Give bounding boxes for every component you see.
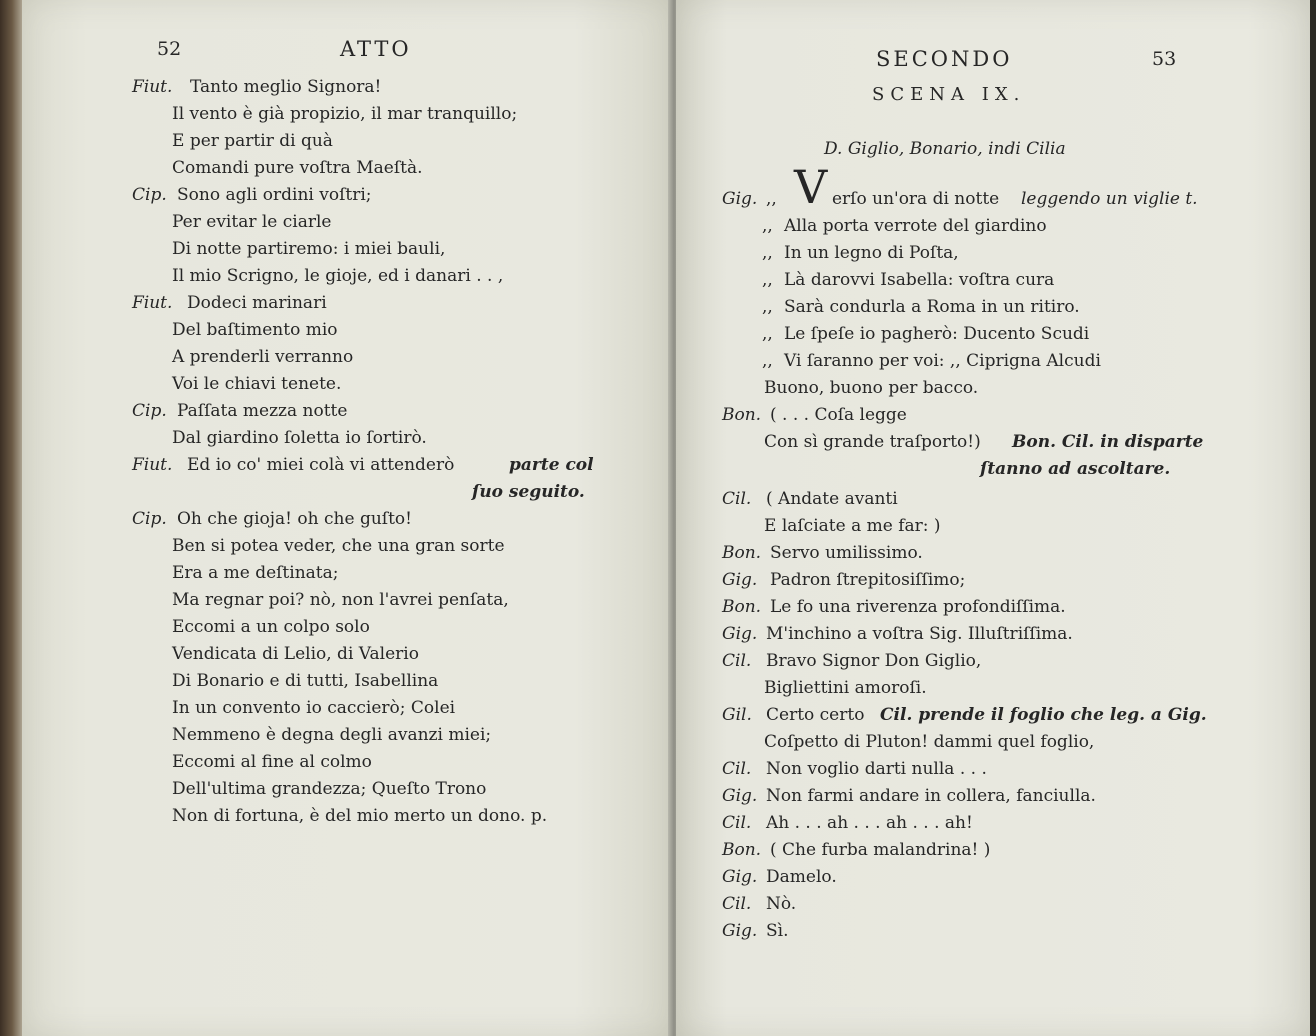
stage-direction: ſuo seguito. [472, 482, 585, 502]
speaker-label: Cil. [722, 651, 752, 671]
verse-line: Era a me deſtinata; [172, 563, 339, 583]
speaker-label: Gig. [722, 570, 758, 590]
drop-cap: V [794, 160, 828, 214]
speaker-label: Cil. [722, 813, 752, 833]
running-head-right: SECONDO [876, 47, 1013, 71]
speaker-label: Cil. [722, 759, 752, 779]
stage-direction: Cil. prende il foglio che leg. a Gig. [880, 705, 1207, 725]
verse-line: Il vento è già propizio, il mar tranquillo; [172, 104, 518, 124]
left-page [22, 0, 672, 1036]
speaker-label: Cip. [132, 401, 167, 421]
verse-line: Di Bonario e di tutti, Isabellina [172, 671, 439, 691]
running-head-left: ATTO [340, 37, 412, 61]
stage-direction: ſtanno ad ascoltare. [980, 459, 1171, 479]
verse-line: Paſſata mezza notte [177, 401, 348, 421]
verse-line: Certo certo [766, 705, 865, 725]
verse-line: Padron ſtrepitosiſſimo; [770, 570, 966, 590]
verse-line: Bravo Signor Don Giglio, [766, 651, 982, 671]
verse-line: Non di fortuna, è del mio merto un dono. p. [172, 806, 548, 826]
book-edge-left [0, 0, 24, 1036]
verse-line: Dodeci marinari [187, 293, 327, 313]
quote-mark: ,, [762, 351, 773, 371]
right-page [676, 0, 1312, 1036]
verse-line: Sono agli ordini voſtri; [177, 185, 372, 205]
speaker-label: Bon. [722, 840, 762, 860]
quote-mark: ,, [762, 243, 773, 263]
verse-line: Buono, buono per bacco. [764, 378, 979, 398]
verse-line: Damelo. [766, 867, 837, 887]
verse-line: Non farmi andare in collera, fanciulla. [766, 786, 1096, 806]
verse-line: Con sì grande traſporto!) [764, 432, 981, 452]
verse-line: Eccomi a un colpo solo [172, 617, 370, 637]
book-edge-right [1310, 0, 1316, 1036]
verse-line: Ah . . . ah . . . ah . . . ah! [766, 813, 973, 833]
speaker-label: Fiut. [132, 293, 173, 313]
verse-line: Vendicata di Lelio, di Valerio [172, 644, 419, 664]
verse-line: Bigliettini amoroſi. [764, 678, 927, 698]
verse-line: E per partir di quà [172, 131, 333, 151]
speaker-label: Fiut. [132, 455, 173, 475]
speaker-label: Bon. [722, 597, 762, 617]
verse-line: Nemmeno è degna degli avanzi miei; [172, 725, 492, 745]
character-list: D. Giglio, Bonario, indi Cilia [824, 139, 1066, 159]
verse-line: Eccomi al fine al colmo [172, 752, 372, 772]
verse-line: Comandi pure voſtra Maeſtà. [172, 158, 423, 178]
speaker-label: Gil. [722, 705, 752, 725]
verse-line: A prenderli verranno [172, 347, 354, 367]
speaker-label: Gig. [722, 189, 758, 209]
verse-line: Per evitar le ciarle [172, 212, 332, 232]
verse-line: Nò. [766, 894, 797, 914]
verse-line: E laſciate a me far: ) [764, 516, 941, 536]
verse-line: In un legno di Poſta, [784, 243, 959, 263]
speaker-label: Gig. [722, 867, 758, 887]
verse-line: M'inchino a voſtra Sig. Illuſtriſſima. [766, 624, 1073, 644]
speaker-label: Fiut. [132, 77, 173, 97]
speaker-label: Gig. [722, 624, 758, 644]
verse-line: Servo umilissimo. [770, 543, 923, 563]
verse-line: Tanto meglio Signora! [190, 77, 382, 97]
verse-line: Ed io co' miei colà vi attenderò [187, 455, 455, 475]
speaker-label: Bon. [722, 543, 762, 563]
verse-line: erſo un'ora di notte [832, 189, 1000, 209]
verse-line: Del baſtimento mio [172, 320, 338, 340]
verse-line: Di notte partiremo: i miei bauli, [172, 239, 446, 259]
verse-line: ( . . . Coſa legge [770, 405, 907, 425]
stage-direction: leggendo un viglie t. [1021, 189, 1198, 209]
scene-heading: SCENA IX. [872, 84, 1026, 105]
speaker-label: Cil. [722, 894, 752, 914]
verse-line: Le ſpeſe io pagherò: Ducento Scudi [784, 324, 1090, 344]
stage-direction: Bon. Cil. in disparte [1012, 432, 1204, 452]
stage-direction: parte col [509, 455, 594, 475]
verse-line: ( Che furba malandrina! ) [770, 840, 991, 860]
speaker-label: Cil. [722, 489, 752, 509]
verse-line: Non voglio darti nulla . . . [766, 759, 987, 779]
speaker-label: Cip. [132, 185, 167, 205]
page-number-right: 53 [1152, 48, 1177, 70]
quote-mark: ,, [762, 270, 773, 290]
verse-line: Coſpetto di Pluton! dammi quel foglio, [764, 732, 1095, 752]
verse-line: Ben si potea veder, che una gran sorte [172, 536, 505, 556]
verse-line: Là darovvi Isabella: voſtra cura [784, 270, 1055, 290]
verse-line: Il mio Scrigno, le gioje, ed i danari . . , [172, 266, 504, 286]
verse-line: ( Andate avanti [766, 489, 898, 509]
quote-mark: ,, [762, 324, 773, 344]
verse-line: Voi le chiavi tenete. [172, 374, 342, 394]
page-number-left: 52 [157, 38, 182, 60]
speaker-label: Gig. [722, 786, 758, 806]
quote-mark: ,, [766, 189, 777, 209]
speaker-label: Cip. [132, 509, 167, 529]
verse-line: Dell'ultima grandezza; Queſto Trono [172, 779, 487, 799]
verse-line: Ma regnar poi? nò, non l'avrei penſata, [172, 590, 509, 610]
verse-line: Oh che gioja! oh che guſto! [177, 509, 412, 529]
quote-mark: ,, [762, 216, 773, 236]
verse-line: Vi ſaranno per voi: ,, Ciprigna Alcudi [784, 351, 1101, 371]
speaker-label: Gig. [722, 921, 758, 941]
verse-line: Sarà condurla a Roma in un ritiro. [784, 297, 1080, 317]
verse-line: In un convento io caccierò; Colei [172, 698, 456, 718]
speaker-label: Bon. [722, 405, 762, 425]
verse-line: Alla porta verrote del giardino [784, 216, 1047, 236]
quote-mark: ,, [762, 297, 773, 317]
verse-line: Le fo una riverenza profondiſſima. [770, 597, 1066, 617]
verse-line: Sì. [766, 921, 789, 941]
verse-line: Dal giardino ſoletta io ſortirò. [172, 428, 427, 448]
